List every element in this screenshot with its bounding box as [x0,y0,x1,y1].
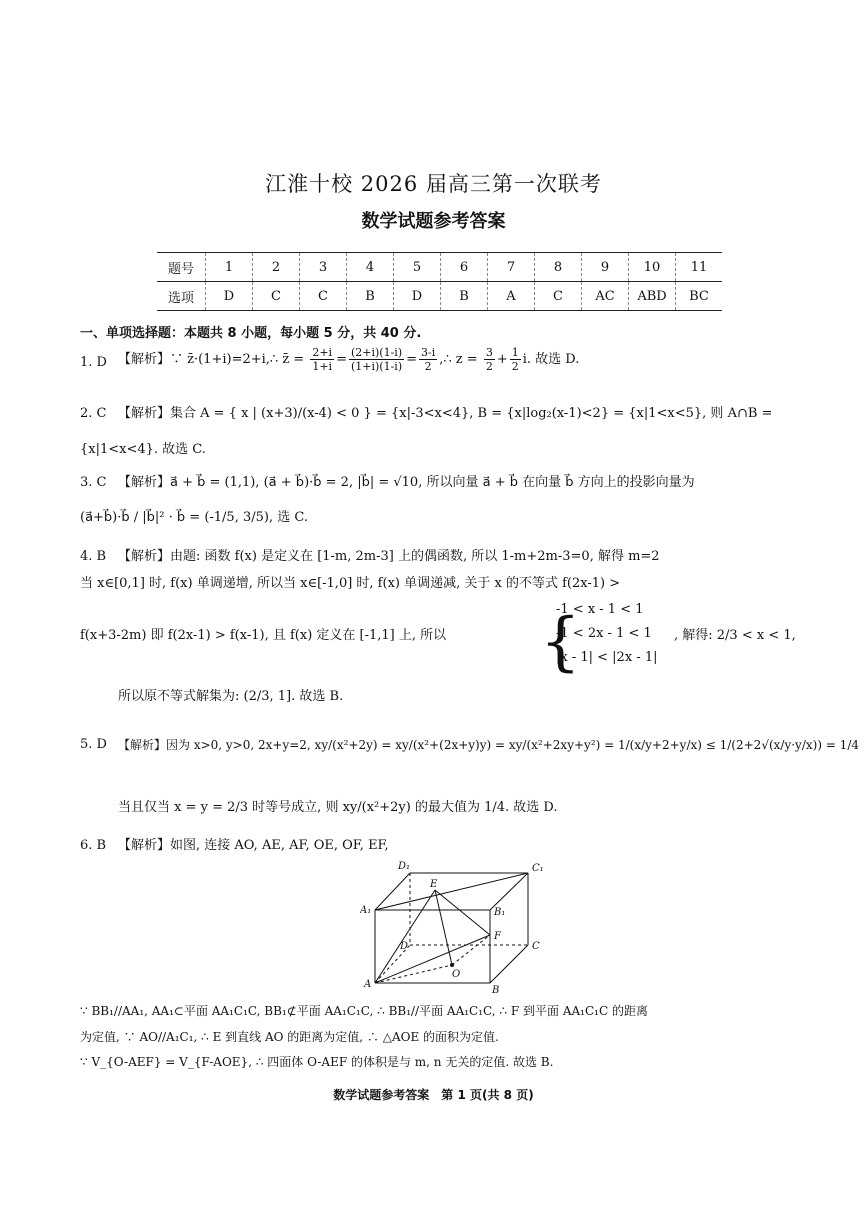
fraction: $\frac{(2+i)(1-i)}{(1+i)(1-i)}$ [350,346,403,373]
table-cell: C [535,282,582,311]
edge [490,945,528,983]
table-cell: B [347,282,394,311]
fraction: $\frac{1}{2}$ [511,346,519,373]
system-row: -1 < 2x - 1 < 1 [556,626,652,641]
table-cell: C [253,282,300,311]
segment-ae [375,890,435,983]
q6-line3: 为定值, ∵ AO//A₁C₁, ∴ E 到直线 AO 的距离为定值, ∴ △AOE 的面积为定值. [80,1030,499,1044]
fraction: $\frac{2+i}{1+i}$ [312,346,333,373]
table-cell: ABD [629,282,676,311]
q4-line1: 【解析】由题: 函数 f(x) 是定义在 [1-m, 2m-3] 上的偶函数, 所以 1-m+2m-3=0, 解得 m=2 [118,549,660,564]
table-cell: 3 [300,253,347,282]
system-row: -1 < x - 1 < 1 [556,602,644,617]
fraction: $\frac{3}{2}$ [485,346,493,373]
table-cell: 11 [676,253,723,282]
page-footer: 数学试题参考答案 第 1 页(共 8 页) [333,1088,534,1102]
paper-subtitle: 数学试题参考答案 [361,211,506,232]
q4-line3: f(x+3-2m) 即 f(2x-1) > f(x-1), 且 f(x) 定义在 [-1,1] 上, 所以 [80,628,447,643]
diagonal-a1c1 [375,873,528,910]
q1-solution: 【解析】∵ z̄·(1+i)=2+i,∴ z̄ = $\frac{2+i}{1+i}$ = $\frac{(2+i)(1-i)}{(1+i)(1-i)}$ = $\frac{3-i}{2}$ ,∴ z = $\frac{3}{2}$ + $\frac{1}{2}$ i. 故选 D. [118,346,580,373]
label-b1: B₁ [494,907,506,918]
edge [375,873,410,910]
q5-line1: 【解析】因为 x>0, y>0, 2x+y=2, xy/(x²+2y) = xy/(x²+(2x+y)y) = xy/(x²+2xy+y²) = 1/(x/y+2+y/x) ≤ 1/(2+2√(x/y·y/x)) = 1/4 [118,738,859,752]
table-cell: BC [676,282,723,311]
label-b: B [492,985,500,995]
segment-of [452,935,490,965]
q4-system [556,598,657,670]
table-cell: D [394,282,441,311]
edge [490,873,528,910]
q5-line2: 当且仅当 x = y = 2/3 时等号成立, 则 xy/(x²+2y) 的最大值为 1/4. 故选 D. [118,800,558,815]
answer-table-row-choices [157,282,722,311]
q4-tag: 4. B [80,549,107,564]
table-cell: 1 [206,253,253,282]
segment-ao [375,965,452,983]
table-cell: 2 [253,253,300,282]
row-label: 选项 [157,282,206,311]
row-label: 题号 [157,253,206,282]
q4-line2: 当 x∈[0,1] 时, f(x) 单调递增, 所以当 x∈[-1,0] 时, f(x) 单调递减, 关于 x 的不等式 f(2x-1) > [80,576,621,591]
table-cell: 9 [582,253,629,282]
label-a1: A₁ [360,905,372,916]
q5-tag: 5. D [80,737,107,752]
label-c1: C₁ [532,863,544,874]
segment-af [375,935,490,983]
q6-line2: ∵ BB₁//AA₁, AA₁⊂平面 AA₁C₁C, BB₁⊄平面 AA₁C₁C, ∴ BB₁//平面 AA₁C₁C, ∴ F 到平面 AA₁C₁C 的距离 [80,1004,648,1018]
q2-tag: 2. C [80,406,107,421]
q3-line1: 【解析】a⃗ + b⃗ = (1,1), (a⃗ + b⃗)·b⃗ = 2, |b⃗| = √10, 所以向量 a⃗ + b⃗ 在向量 b⃗ 方向上的投影向量为 [118,475,695,490]
q3-line2: (a⃗+b⃗)·b⃗ / |b⃗|² · b⃗ = (-1/5, 3/5), 选 C. [80,510,308,525]
q2-line1: 【解析】集合 A = { x | (x+3)/(x-4) < 0 } = {x|-3<x<4}, B = {x|log₂(x-1)<2} = {x|1<x<5}, 则 A∩B = [118,406,773,421]
system-row: |x - 1| < |2x - 1| [556,650,658,665]
label-d: D [400,941,409,952]
table-cell: D [206,282,253,311]
label-c: C [532,941,540,952]
answer-table [157,252,722,311]
answer-table-row-numbers [157,253,722,282]
label-d1: D₁ [398,861,411,872]
table-cell: A [488,282,535,311]
section-heading: 一、单项选择题：本题共 8 小题，每小题 5 分，共 40 分. [80,326,422,341]
q1-tag: 1. D [80,355,107,370]
point-o [450,963,454,967]
q1-text: 【解析】∵ z̄·(1+i)=2+i,∴ z̄ = [118,352,305,367]
fraction: $\frac{3-i}{2}$ [421,346,436,373]
label-o: O [452,969,461,980]
q2-line2: {x|1<x<4}. 故选 C. [80,442,206,457]
q6-line1: 【解析】如图, 连接 AO, AE, AF, OE, OF, EF, [118,838,389,853]
table-cell: 10 [629,253,676,282]
q4-line3b: , 解得: 2/3 < x < 1, [674,628,796,643]
paper-title: 江淮十校 2026 届高三第一次联考 [265,172,602,196]
q6-line4: ∵ V_{O-AEF} = V_{F-AOE}, ∴ 四面体 O-AEF 的体积是与 m, n 无关的定值. 故选 B. [80,1055,554,1069]
table-cell: 6 [441,253,488,282]
table-cell: 7 [488,253,535,282]
q6-tag: 6. B [80,838,107,853]
table-cell: 8 [535,253,582,282]
label-f: F [494,931,501,942]
table-cell: B [441,282,488,311]
table-cell: 5 [394,253,441,282]
table-cell: AC [582,282,629,311]
q3-tag: 3. C [80,475,107,490]
table-cell: C [300,282,347,311]
label-a: A [364,979,372,990]
q4-line4: 所以原不等式解集为: (2/3, 1]. 故选 B. [118,689,344,704]
cube-figure [360,855,550,995]
label-e: E [430,879,438,890]
brace: { [540,605,581,679]
table-cell: 4 [347,253,394,282]
